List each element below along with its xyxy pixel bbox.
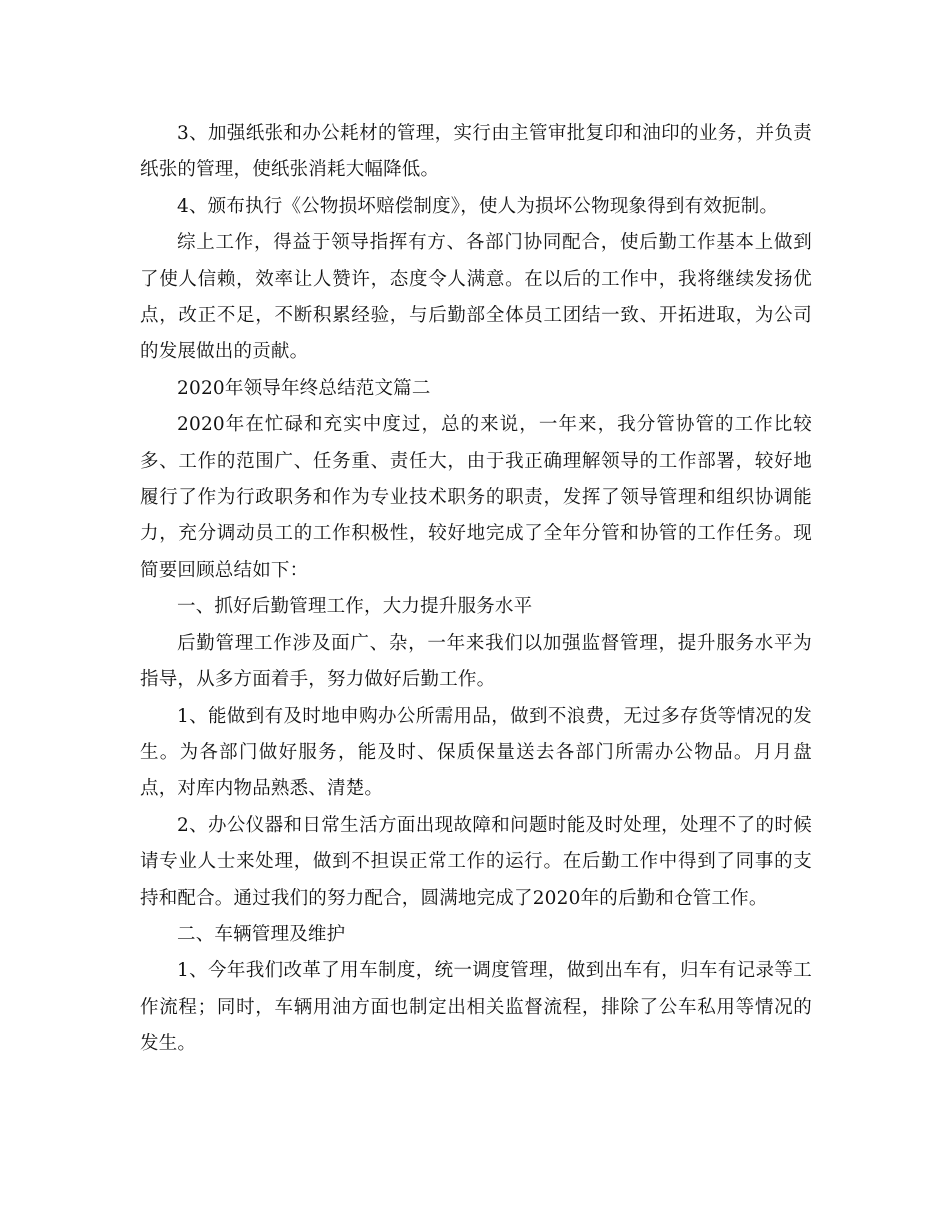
paragraph-intro: 2020年在忙碌和充实中度过，总的来说，一年来，我分管协管的工作比较多、工作的范围广、任务重、责任大，由于我正确理解领导的工作部署，较好地履行了作为行政职务和作为专业技术职务的职责，发挥了领导管理和组织协调能力，充分调动员工的工作积极性，较好地完成了全年分管和协管的工作任务。现简要回顾总结如下：: [140, 414, 812, 581]
heading-vehicles: 二、车辆管理及维护: [177, 923, 346, 945]
paragraph-item-3: 3、加强纸张和办公耗材的管理，实行由主管审批复印和油印的业务，并负责纸张的管理，使纸张消耗大幅降低。: [140, 123, 812, 181]
paragraph-item-1-purchasing: 1、能做到有及时地申购办公所需用品，做到不浪费，无过多存货等情况的发生。为各部门做好服务，能及时、保质保量送去各部门所需办公物品。月月盘点，对库内物品熟悉、清楚。: [140, 705, 812, 800]
section-title: 2020年领导年终总结范文篇二: [177, 377, 431, 399]
paragraph-item-4: 4、颁布执行《公物损坏赔偿制度》，使人为损坏公物现象得到有效扼制。: [177, 195, 779, 217]
paragraph-item-2-equipment: 2、办公仪器和日常生活方面出现故障和问题时能及时处理，处理不了的时候请专业人士来处理，做到不担误正常工作的运行。在后勤工作中得到了同事的支持和配合。通过我们的努力配合，圆满地完成了2020年的后勤和仓管工作。: [140, 814, 812, 909]
heading-logistics: 一、抓好后勤管理工作，大力提升服务水平: [177, 596, 533, 618]
paragraph-logistics: 后勤管理工作涉及面广、杂，一年来我们以加强监督管理，提升服务水平为指导，从多方面着手，努力做好后勤工作。: [140, 632, 812, 691]
paragraph-summary: 综上工作，得益于领导指挥有方、各部门协同配合，使后勤工作基本上做到了使人信赖，效率让人赞许，态度令人满意。在以后的工作中，我将继续发扬优点，改正不足，不断积累经验，与后勤部全体员工团结一致、开拓进取，为公司的发展做出的贡献。: [140, 232, 812, 363]
paragraph-item-1-vehicles: 1、今年我们改革了用车制度，统一调度管理，做到出车有，归车有记录等工作流程；同时，车辆用油方面也制定出相关监督流程，排除了公车私用等情况的发生。: [140, 960, 812, 1055]
document-page: [140, 116, 812, 1063]
